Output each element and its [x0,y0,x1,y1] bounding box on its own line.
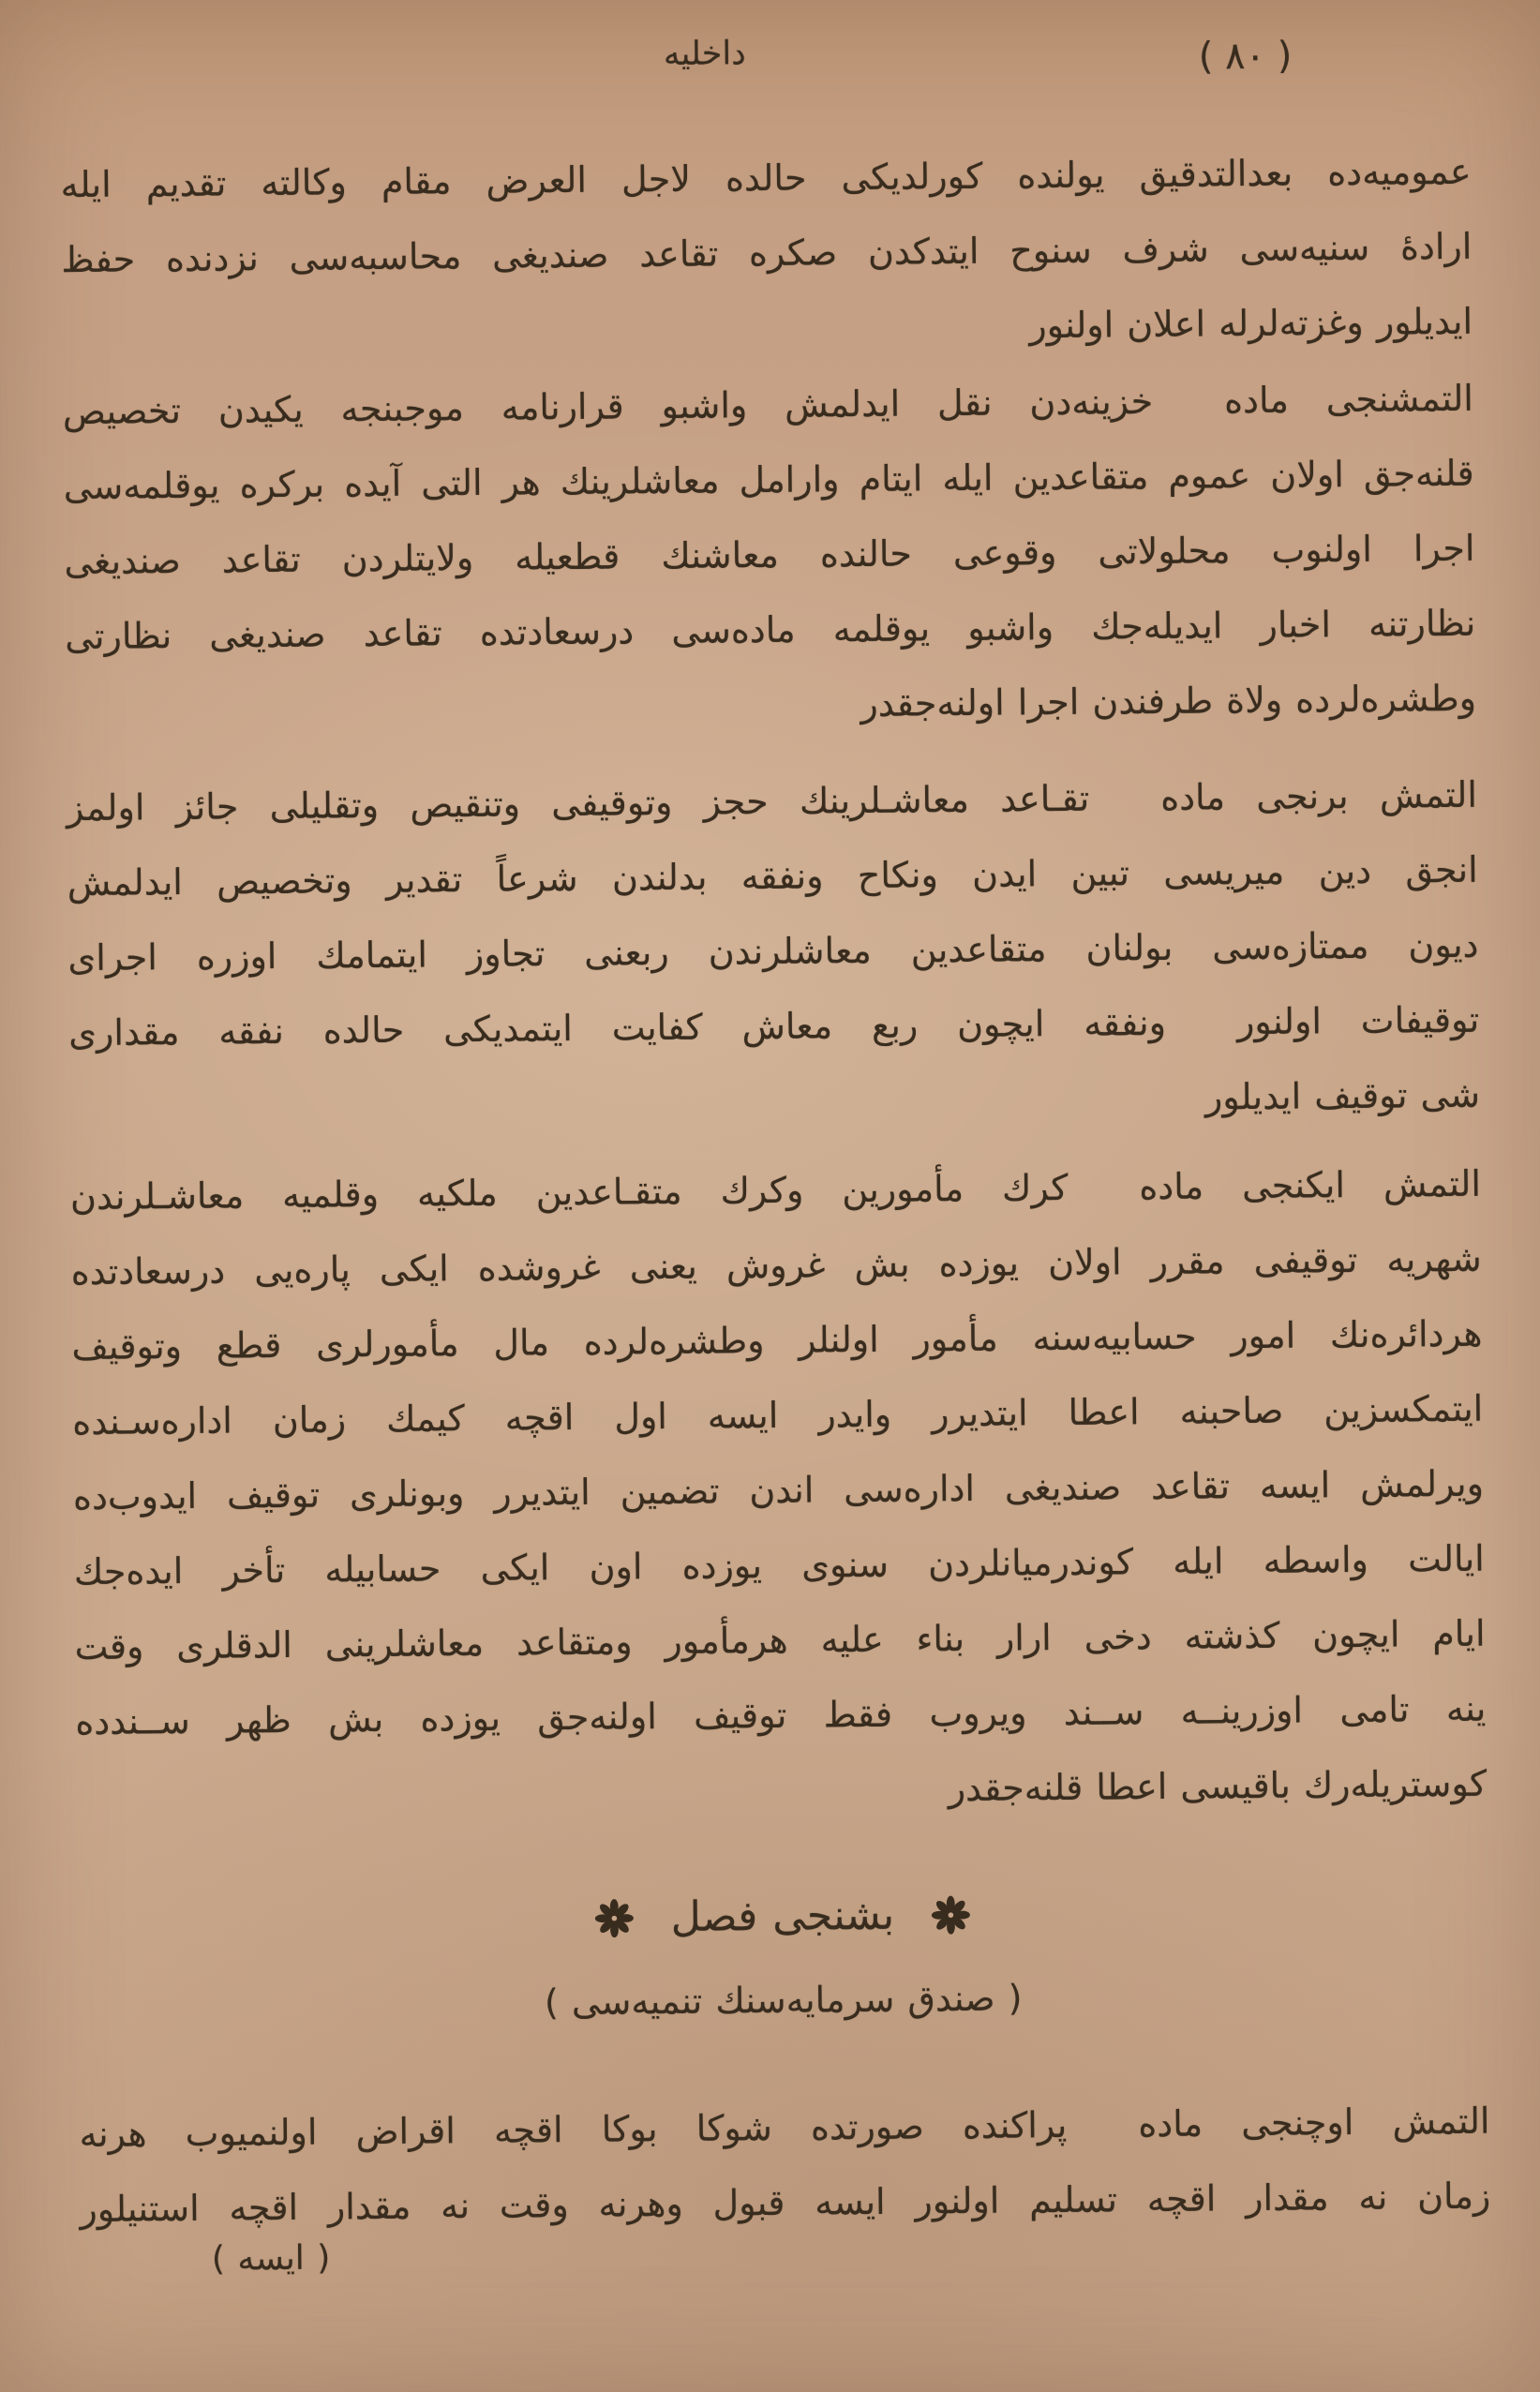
chapter-title: بشنجى فصل [670,1891,895,1942]
text-line: ديون ممتازه‌سى بولنان متقاعدين معاشلرندن ربعنى تجاوز ايتمامك اوزره اجراى [67,923,1479,979]
text-line: نظارتنه اخبار ايديله‌جك واشبو يوقلمه ماده‌سى درسعادتده تقاعد صنديغى نظارتى [65,602,1476,658]
text-line: ينه تامى اوزرينــه ســند ويروب فقط توقيف اولنه‌جق يوزده بش ظهر ســندده [75,1687,1487,1743]
text-line: ارادۀ سنيه‌سى شرف سنوح ايتدكدن صكره تقاعد صنديغى محاسبه‌سى نزدنده حفظ [61,225,1473,281]
chapter-subtitle: ( صندق سرمايه‌سنك تنميه‌سى ) [544,1977,1023,2024]
text-line: التمش برنجى ماده تقـاعد معاشـلرينك حجز وتوقيفى وتنقيص وتقليلى جائز اولمز [66,773,1478,830]
text-line: كوستريله‌رك باقيسى اعطا قلنه‌جقدر [948,1762,1488,1810]
text-line: التمش ايكنجى ماده كرك مأمورين وكرك متقـاعدين ملكيه وقلميه معاشـلرندن [69,1162,1482,1218]
text-line: وطشره‌لرده ولاة طرفندن اجرا اولنه‌جقدر [860,677,1477,725]
text-line: ايالت واسطه ايله كوندرميانلردن سنوى يوزده اون ايكى حسابيله تأخر ايده‌جك [73,1537,1485,1593]
text-line: عموميه‌ده بعدالتدقيق يولنده كورلديكى حالده لاجل العرض مقام وكالته تقديم ايله [60,150,1472,206]
paragraph-continuation [60,134,1473,372]
text-line: شى توقيف ايديلور [1204,1073,1481,1118]
text-line: شهريه توقيفى مقرر اولان يوزده بش غروش يعنى غروشده ايكى پاره‌يى درسعادتده [70,1237,1482,1293]
flower-rosette-icon [930,1894,971,1936]
chapter-heading [77,1876,1488,1958]
text-line: ايتمكسزين صاحبنه اعطا ايتديرر وايدر ايسه اول اقچه كيمك زمان اداره‌سـنده [72,1387,1484,1443]
text-line: ايام ايچون كذشته دخى ارار بناء عليه هرمأمور ومتقاعد معاشلرينى الدقلرى وقت [74,1612,1486,1668]
text-line: التمش اوچنجى ماده پراكنده صورتده شوكا بوكا اقچه اقراض اولنميوب هرنه [79,2100,1490,2156]
text-line: هردائره‌نك امور حسابيه‌سنه مأمور اولنلر وطشره‌لرده مال مأمورلرى قطع وتوقيف [71,1312,1483,1368]
text-line: توقيفات اولنور ونفقه ايچون ربع معاش كفايت ايتمديكى حالده نفقه مقدارى [68,998,1480,1054]
text-line: التمشنجى ماده خزينه‌دن نقل ايدلمش واشبو قرارنامه موجبنجه يكيدن تخصيص [62,377,1474,433]
paragraph-article-61 [67,757,1481,1145]
text-line: قلنه‌جق اولان عموم متقاعدين ايله ايتام وارامل معاشلرينك هر التى آيده بركره يوقلمه‌سى [63,452,1474,508]
catchword: ( ايسه ) [211,2238,331,2279]
page-header-title: داخليه [663,35,746,74]
paragraph-article-60 [63,361,1477,749]
text-line: اجرا اولنوب محلولاتى وقوعى حالنده معاشنك قطعيله ولايتلردن تقاعد صنديغى [64,527,1475,583]
paragraph-article-62 [70,1146,1488,1834]
flower-rosette-icon [594,1897,635,1938]
paragraph-article-63 [79,2084,1490,2247]
text-line: ويرلمش ايسه تقاعد صنديغى اداره‌سى اندن تضمين ايتديرر وبونلرى توقيف ايدوب‌ده [72,1462,1485,1518]
page-number: ( ٨٠ ) [1198,34,1293,79]
text-line: انجق دين ميريسى تبين ايدن ونكاح ونفقه بدلندن شرعاً تقدير وتخصيص ايدلمش [67,848,1478,904]
text-line: ايديلور وغزته‌لرله اعلان اولنور [1029,300,1473,347]
text-block [59,0,1492,2392]
text-line: زمان نه مقدار اقچه تسليم اولنور ايسه قبول وهرنه وقت نه مقدار اقچه استنيلور [80,2175,1491,2231]
